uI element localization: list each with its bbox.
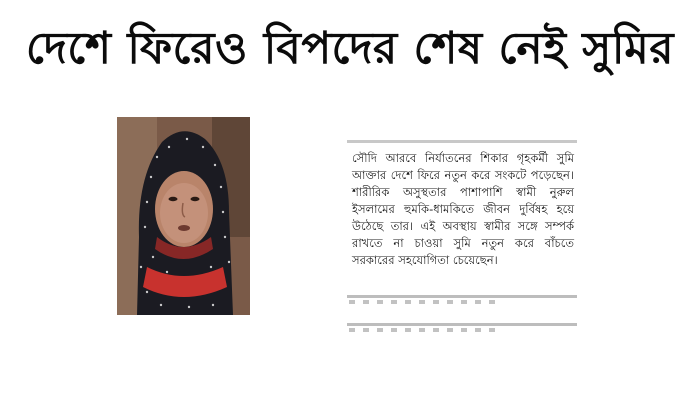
portrait-photo	[117, 117, 250, 315]
faded-divider	[347, 323, 577, 326]
headline: দেশে ফিরেও বিপদের শেষ নেই সুমির	[25, 23, 675, 74]
caption-panel	[347, 140, 577, 340]
faded-text-line	[349, 328, 499, 332]
caption-text: সৌদি আরবে নির্যাতনের শিকার গৃহকর্মী সুমি আক্তার দেশে ফিরে নতুন করে সংকটে পড়েছেন। শারীরিক অসুস্থতার পাশাপাশি স্বামী নুরুল ইসলামের হুমকি-ধামকিতে জীবন দুর্বিষহ হয়ে উঠেছে তার। এই অবস্থায় স্বামীর সঙ্গে সম্পর্ক রাখতে না চাওয়া সুমি নতুন করে বাঁচতে সরকারের সহযোগিতা চেয়েছেন।	[352, 151, 574, 267]
faded-text-line	[349, 300, 499, 304]
caption-top-rule	[347, 140, 577, 143]
faded-divider	[347, 295, 577, 298]
